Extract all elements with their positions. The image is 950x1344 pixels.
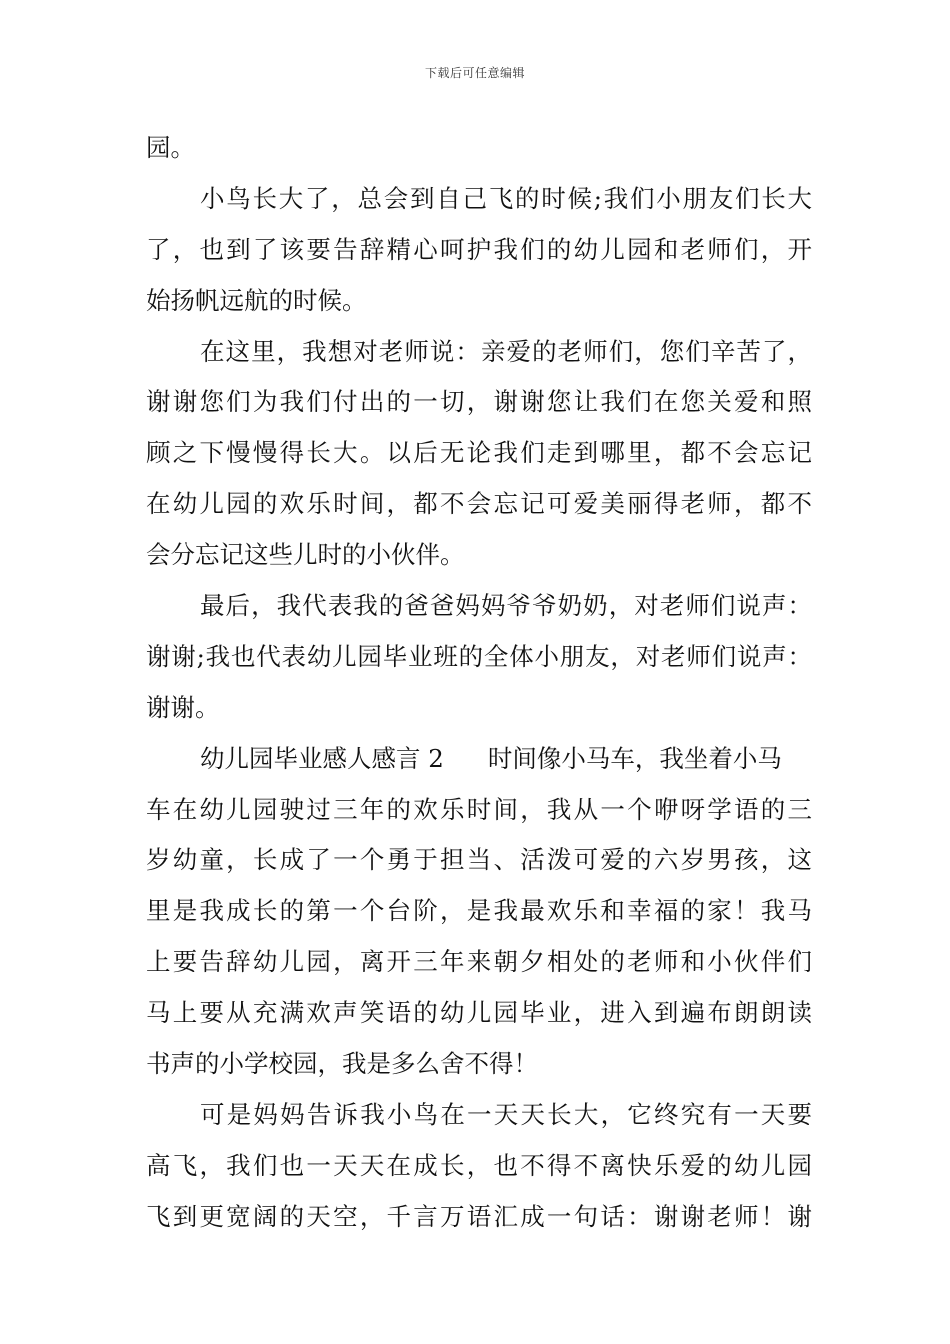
text-line: 马上要从充满欢声笑语的幼儿园毕业，进入到遍布朗朗读 xyxy=(146,998,812,1028)
paragraph-line: 在这里，我想对老师说：亲爱的老师们，您们辛苦了， xyxy=(200,336,812,366)
paragraph-line: 可是妈妈告诉我小鸟在一天天长大，它终究有一天要 xyxy=(200,1099,812,1129)
text-line: 了，也到了该要告辞精心呵护我们的幼儿园和老师们，开 xyxy=(146,234,812,264)
section-first-line: 时间像小马车，我坐着小马 xyxy=(487,743,782,773)
page-header: 下载后可任意编辑 xyxy=(424,66,525,80)
text-line: 顾之下慢慢得长大。以后无论我们走到哪里，都不会忘记 xyxy=(146,438,812,468)
text-line: 在幼儿园的欢乐时间，都不会忘记可爱美丽得老师，都不 xyxy=(146,489,812,519)
text-line: 会分忘记这些儿时的小伙伴。 xyxy=(146,540,465,570)
text-line: 始扬帆远航的时候。 xyxy=(146,285,367,315)
section-title: 幼儿园毕业感人感言 2 xyxy=(200,743,444,773)
document-body xyxy=(146,123,812,1243)
text-line: 上要告辞幼儿园，离开三年来朝夕相处的老师和小伙伴们 xyxy=(146,947,812,977)
text-line: 岁幼童，长成了一个勇于担当、活泼可爱的六岁男孩，这 xyxy=(146,845,812,875)
text-line: 谢谢。 xyxy=(146,692,220,722)
text-line: 谢谢您们为我们付出的一切，谢谢您让我们在您关爱和照 xyxy=(146,387,812,417)
text-line: 高飞，我们也一天天在成长，也不得不离快乐爱的幼儿园 xyxy=(146,1150,812,1180)
text-line: 车在幼儿园驶过三年的欢乐时间，我从一个咿呀学语的三 xyxy=(146,794,812,824)
text-line: 里是我成长的第一个台阶，是我最欢乐和幸福的家！我马 xyxy=(146,896,812,926)
text-line: 园。 xyxy=(146,133,195,162)
paragraph-line: 最后，我代表我的爸爸妈妈爷爷奶奶，对老师们说声： xyxy=(200,591,812,621)
paragraph-line: 小鸟长大了，总会到自己飞的时候;我们小朋友们长大 xyxy=(200,183,812,213)
section-heading-line xyxy=(146,734,812,785)
text-line: 书声的小学校园，我是多么舍不得！ xyxy=(146,1049,538,1079)
text-line: 谢谢;我也代表幼儿园毕业班的全体小朋友，对老师们说声： xyxy=(146,641,812,671)
text-line: 飞到更宽阔的天空，千言万语汇成一句话：谢谢老师！谢 xyxy=(146,1201,812,1231)
